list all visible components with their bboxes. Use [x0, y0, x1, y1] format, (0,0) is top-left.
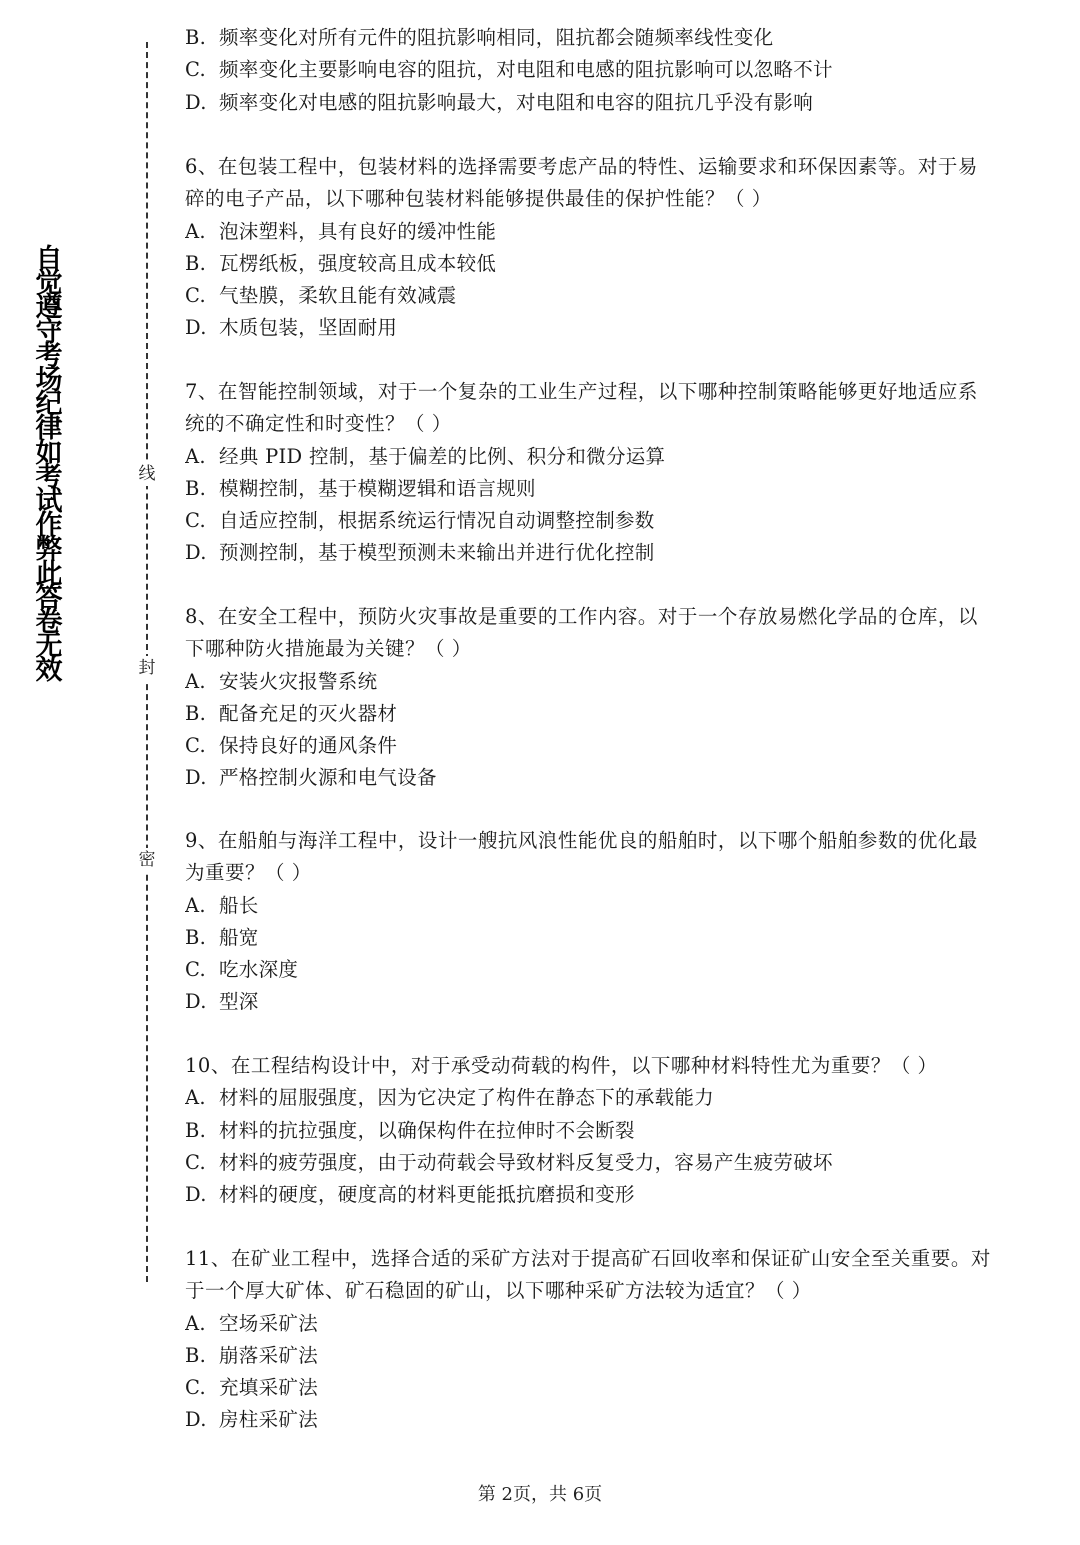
question-stem-line: 于一个厚大矿体、矿石稳固的矿山，以下哪种采矿方法较为适宜？（ ）	[185, 1279, 812, 1303]
option-d: D. 预测控制，基于模型预测未来输出并进行优化控制	[185, 541, 655, 565]
option-c: C. 气垫膜，柔软且能有效减震	[185, 284, 457, 308]
option-d: D. 材料的硬度，硬度高的材料更能抵抗磨损和变形	[185, 1183, 635, 1207]
question-stem-line: 统的不确定性和时变性？（ ）	[185, 412, 452, 436]
option-c: C. 自适应控制，根据系统运行情况自动调整控制参数	[185, 509, 655, 533]
option-b: B. 船宽	[185, 925, 259, 949]
question-8	[185, 601, 1045, 795]
question-stem-line: 6、在包装工程中，包装材料的选择需要考虑产品的特性、运输要求和环保因素等。对于易	[185, 155, 978, 178]
question-5-options-continued	[185, 22, 1045, 119]
question-stem-line: 下哪种防火措施最为关键？（ ）	[185, 637, 472, 661]
page-number-footer: 第 2页，共 6页	[477, 1484, 603, 1505]
option-b: B. 频率变化对所有元件的阻抗影响相同，阻抗都会随频率线性变化	[185, 26, 774, 49]
question-stem-line: 9、在船舶与海洋工程中，设计一艘抗风浪性能优良的船舶时，以下哪个船舶参数的优化最	[185, 829, 978, 852]
option-c: C. 频率变化主要影响电容的阻抗，对电阻和电感的阻抗影响可以忽略不计	[185, 58, 833, 82]
exam-discipline-notice: 自觉遵守考场纪律如考试作弊此答卷无效	[35, 244, 63, 687]
question-6	[185, 151, 1045, 345]
binding-word-feng: 封	[136, 656, 158, 680]
option-a: A. 经典 PID 控制，基于偏差的比例、积分和微分运算	[185, 444, 666, 468]
option-b: B. 瓦楞纸板，强度较高且成本较低	[185, 251, 497, 275]
question-stem-line: 为重要？（ ）	[185, 861, 312, 885]
option-c: C. 充填采矿法	[185, 1376, 319, 1400]
option-c: C. 材料的疲劳强度，由于动荷载会导致材料反复受力，容易产生疲劳破坏	[185, 1150, 833, 1174]
option-d: D. 木质包装，坚固耐用	[185, 316, 398, 340]
option-a: A. 船长	[185, 893, 259, 917]
option-d: D. 频率变化对电感的阻抗影响最大，对电阻和电容的阻抗几乎没有影响	[185, 90, 814, 114]
option-b: B. 模糊控制，基于模糊逻辑和语言规则	[185, 476, 536, 500]
question-stem-line: 碎的电子产品，以下哪种包装材料能够提供最佳的保护性能？（ ）	[185, 187, 772, 211]
option-a: A. 安装火灾报警系统	[185, 669, 378, 693]
option-a: A. 空场采矿法	[185, 1311, 319, 1335]
option-a: A. 材料的屈服强度，因为它决定了构件在静态下的承载能力	[185, 1086, 715, 1110]
option-b: B. 崩落采矿法	[185, 1343, 319, 1367]
binding-word-mi: 密	[136, 848, 158, 872]
option-d: D. 型深	[185, 990, 259, 1014]
option-a: A. 泡沫塑料，具有良好的缓冲性能	[185, 219, 497, 243]
option-c: C. 保持良好的通风条件	[185, 734, 398, 758]
question-7	[185, 376, 1045, 570]
question-stem-line: 8、在安全工程中，预防火灾事故是重要的工作内容。对于一个存放易燃化学品的仓库，以	[185, 605, 978, 628]
question-stem-line: 7、在智能控制领域，对于一个复杂的工业生产过程，以下哪种控制策略能够更好地适应系	[185, 380, 978, 403]
question-11	[185, 1243, 1045, 1437]
question-9	[185, 825, 1045, 1019]
option-d: D. 严格控制火源和电气设备	[185, 766, 437, 790]
question-stem-line: 10、在工程结构设计中，对于承受动荷载的构件，以下哪种材料特性尤为重要？（ ）	[185, 1054, 938, 1077]
option-b: B. 配备充足的灭火器材	[185, 701, 398, 725]
binding-word-xian: 线	[136, 462, 158, 486]
question-stem-line: 11、在矿业工程中，选择合适的采矿方法对于提高矿石回收率和保证矿山安全至关重要。对	[185, 1247, 991, 1270]
option-c: C. 吃水深度	[185, 958, 299, 982]
option-b: B. 材料的抗拉强度，以确保构件在拉伸时不会断裂	[185, 1118, 635, 1142]
question-10	[185, 1050, 1045, 1211]
option-d: D. 房柱采矿法	[185, 1408, 319, 1432]
